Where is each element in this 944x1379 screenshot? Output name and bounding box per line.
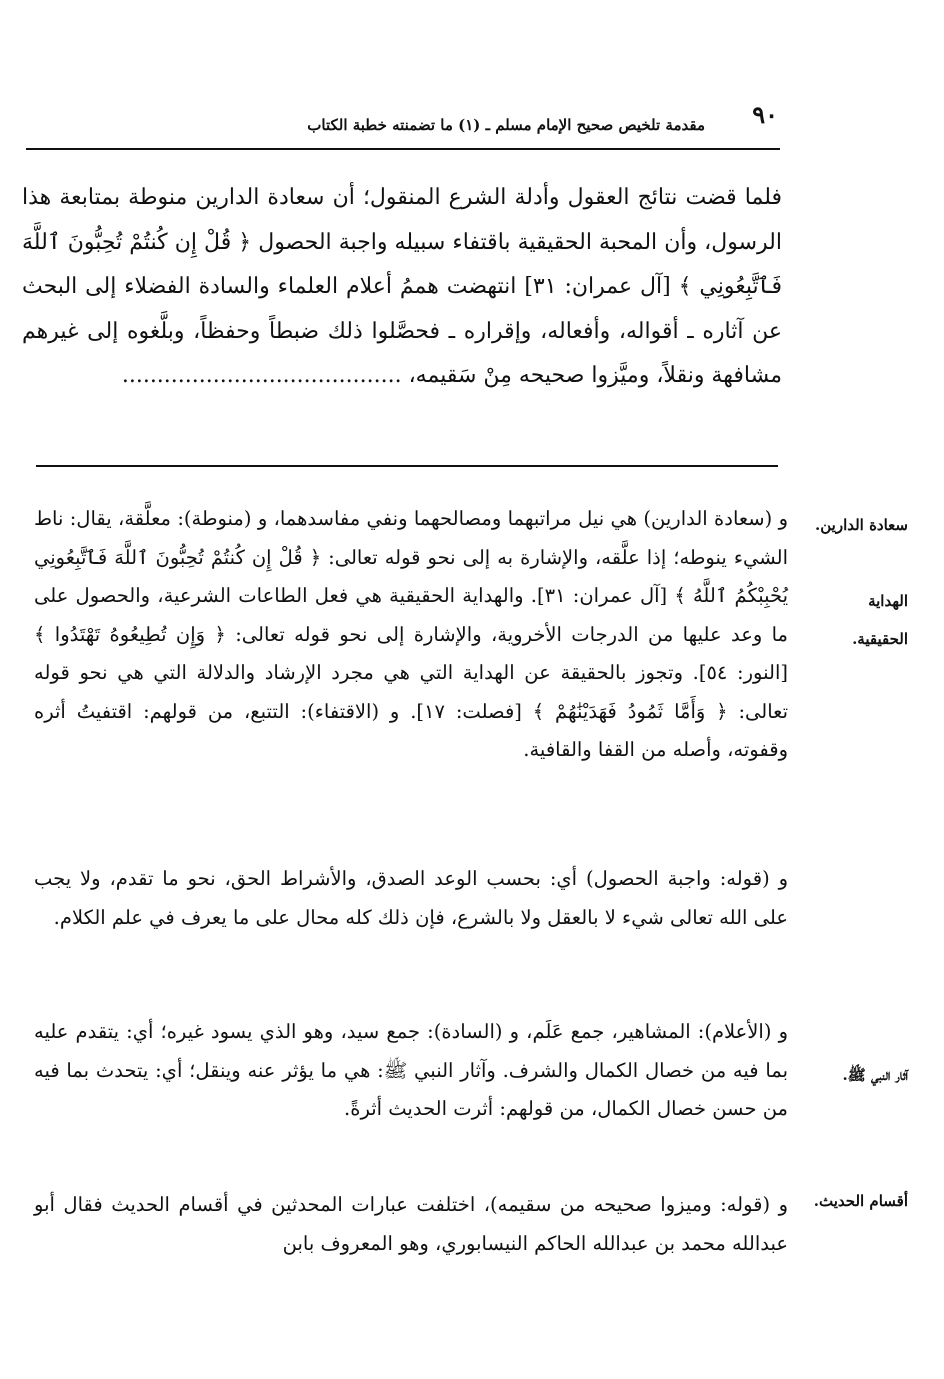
main-paragraph bbox=[22, 176, 782, 399]
main-text bbox=[22, 176, 782, 399]
commentary-paragraph-1: و (سعادة الدارين) هي نيل مراتبهما ومصالحهما ونفي مفاسدهما، و (منوطة): معلَّقة، يقال: ناط الشيء ينوطه؛ إذا علَّقه، والإشارة به إلى نحو قوله تعالى: ﴿ قُلْ إِن كُنتُمْ تُحِبُّونَ ٱللَّهَ فَٱتَّبِعُونِي يُحْبِبْكُمُ ٱللَّهُ ﴾ [آل عمران: ٣١]. والهداية الحقيقية هي فعل الطاعات الشرعية، والحصول على ما وعد عليها من الدرجات الأخروية، والإشارة إلى نحو قوله تعالى: ﴿ وَإِن تُطِيعُوهُ تَهْتَدُوا ﴾ [النور: ٥٤]. وتجوز بالحقيقة عن الهداية التي هي مجرد الإرشاد والدلالة التي هي نحو قوله تعالى: ﴿ وَأَمَّا ثَمُودُ فَهَدَيْنَٰهُمْ ﴾ [فصلت: ١٧]. و (الاقتفاء): التتبع، من قولهم: اقتفيتُ أثره وقفوته، وأصله من القفا والقافية. bbox=[34, 507, 788, 761]
side-note-hadith-types: أقسام الحديث. bbox=[813, 1192, 908, 1210]
continuation-dots: ........................................ bbox=[121, 363, 402, 388]
side-note-true-guidance-line2: الحقيقية. bbox=[852, 630, 908, 648]
side-note-prophet-traces: آثار النبي ﷺ. bbox=[842, 1066, 908, 1084]
commentary-paragraph-4: و (قوله: وميزوا صحيحه من سقيمه)، اختلفت عبارات المحدثين في أقسام الحديث فقال أبو عبدالله محمد بن عبدالله الحاكم النيسابوري، وهو المعروف بابن bbox=[34, 1193, 788, 1255]
page-number: ٩٠ bbox=[752, 100, 778, 129]
header-rule bbox=[26, 148, 780, 150]
commentary-paragraph-3: و (الأعلام): المشاهير، جمع عَلَم، و (السادة): جمع سيد، وهو الذي يسود غيره؛ أي: يتقدم عليه بما فيه من خصال الكمال والشرف. وآثار النبي ﷺ: هي ما يؤثر عنه وينقل؛ أي: يتحدث بما فيه من حسن خصال الكمال، من قولهم: أثرت الحديث أثرةً. bbox=[34, 1020, 788, 1120]
commentary-paragraph-2: و (قوله: واجبة الحصول) أي: بحسب الوعد الصدق، والأشراط الحق، نحو ما تقدم، ولا يجب على الله تعالى شيء لا بالعقل ولا بالشرع، فإن ذلك كله محال على ما يعرف في علم الكلام. bbox=[34, 867, 788, 929]
running-header: مقدمة تلخيص صحيح الإمام مسلم ـ (١) ما تضمنته خطبة الكتاب bbox=[307, 116, 705, 134]
main-paragraph-text: فلما قضت نتائج العقول وأدلة الشرع المنقول؛ أن سعادة الدارين منوطة بمتابعة هذا الرسول، وأن المحبة الحقيقية باقتفاء سبيله واجبة الحصول ﴿ قُلْ إِن كُنتُمْ تُحِبُّونَ ٱللَّهَ فَٱتَّبِعُونِي ﴾ [آل عمران: ٣١] انتهضت هممُ أعلام العلماء والسادة الفضلاء إلى البحث عن آثاره ـ أقواله، وأفعاله، وإقراره ـ فحصَّلوا ذلك ضبطاً وحفظاً، وبلَّغوه إلى غيرهم مشافهة ونقلاً، وميَّزوا صحيحه مِنْ سَقيمه، bbox=[22, 185, 782, 388]
side-note-happiness: سعادة الدارين. bbox=[815, 516, 908, 534]
footnote-separator bbox=[36, 465, 778, 467]
side-note-true-guidance-line1: الهداية bbox=[868, 592, 908, 610]
side-note-true-guidance bbox=[790, 582, 908, 658]
